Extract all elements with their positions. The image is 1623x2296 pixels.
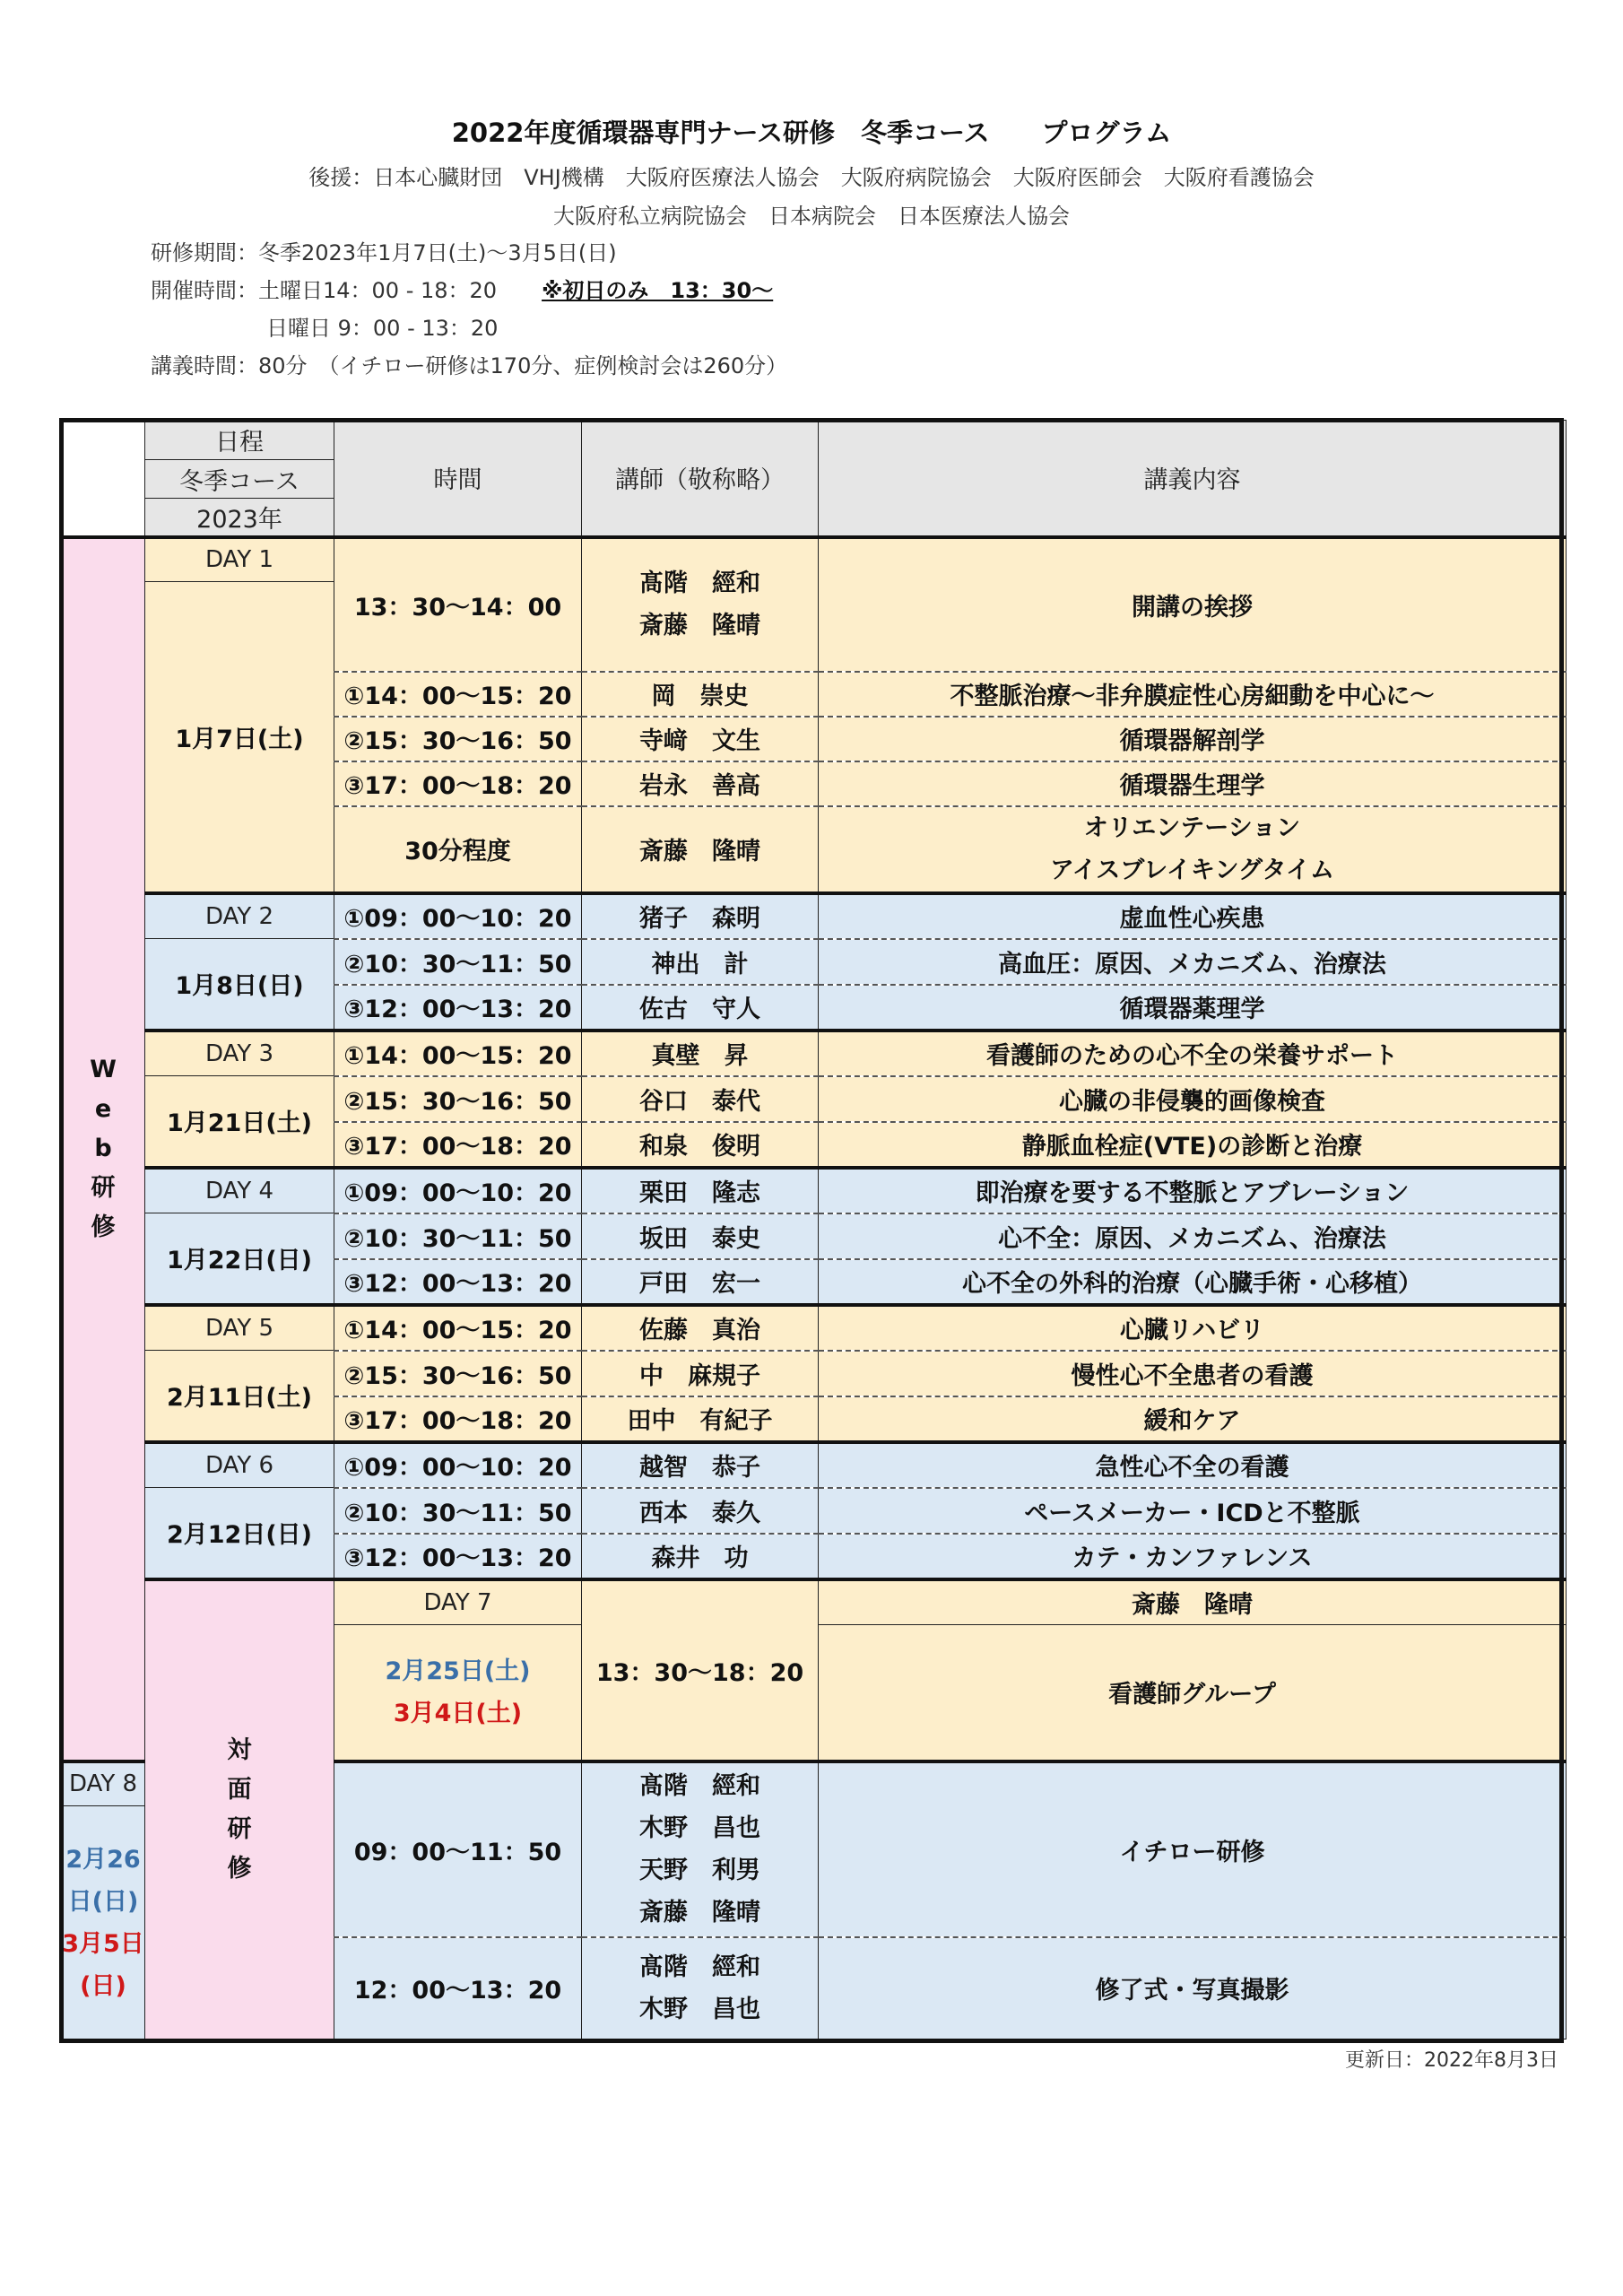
lecturer-cell: 佐藤 真治	[582, 1305, 819, 1351]
header-course: 冬季コース	[145, 460, 334, 499]
content-cell: 心臓の非侵襲的画像検査	[819, 1076, 1567, 1122]
content-cell: 緩和ケア	[819, 1396, 1567, 1442]
day-label: DAY 6	[145, 1442, 334, 1488]
lecturer-cell: 寺﨑 文生	[582, 717, 819, 761]
lecturer-cell: 斎藤 隆晴	[582, 806, 819, 893]
content-cell: 循環器解剖学	[819, 717, 1567, 761]
lecturer-cell: 岩永 善高	[582, 761, 819, 806]
time-cell: ③17：00～18：20	[334, 761, 582, 806]
lecturer-cell: 看護師グループ	[819, 1625, 1567, 1761]
lecturer-cell: 谷口 泰代	[582, 1076, 819, 1122]
hours-saturday-text: 開催時間：土曜日14：00 - 18：20	[151, 278, 498, 303]
content-cell: 循環器薬理学	[819, 985, 1567, 1031]
time-cell: 13：30～18：20	[582, 1579, 819, 1761]
content-cell: 静脈血栓症(VTE)の診断と治療	[819, 1122, 1567, 1168]
hours-sunday: 日曜日 9：00 - 13：20	[266, 316, 499, 341]
time-cell: ②10：30～11：50	[334, 939, 582, 985]
day-label: DAY 7	[334, 1579, 582, 1625]
time-cell: ①14：00～15：20	[334, 1305, 582, 1351]
program-table	[61, 420, 1567, 2039]
lecturer-cell: 岡 崇史	[582, 672, 819, 717]
updated-date: 更新日：2022年8月3日	[1345, 2049, 1558, 2072]
hours-saturday	[151, 273, 773, 304]
time-cell: 12：00～13：20	[334, 1937, 582, 2039]
content-cell: 循環器生理学	[819, 761, 1567, 806]
content-cell: イチロー研修	[819, 1761, 1567, 1937]
header-content: 講義内容	[819, 421, 1567, 537]
content-cell: 修了式・写真撮影	[819, 1937, 1567, 2039]
day-label: DAY 1	[145, 537, 334, 582]
content-cell: 急性心不全の看護	[819, 1442, 1567, 1488]
header-time: 時間	[334, 421, 582, 537]
time-cell: ③17：00～18：20	[334, 1122, 582, 1168]
day-label: DAY 2	[145, 893, 334, 939]
time-cell: ②15：30～16：50	[334, 1351, 582, 1396]
training-period: 研修期間：冬季2023年1月7日(土)～3月5日(日)	[151, 240, 617, 265]
content-cell: ペースメーカー・ICDと不整脈	[819, 1488, 1567, 1534]
content-cell: 高血圧：原因、メカニズム、治療法	[819, 939, 1567, 985]
day-date: 1月21日(土)	[145, 1076, 334, 1168]
day-date: 2月26日(日) 3月5日(日)	[62, 1806, 145, 2039]
day-date: 2月25日(土) 3月4日(土)	[334, 1625, 582, 1761]
time-cell: ②15：30～16：50	[334, 1076, 582, 1122]
lecturer-cell: 栗田 隆志	[582, 1168, 819, 1213]
section-web: W e b 研 修	[62, 537, 145, 1761]
day-date: 1月7日(土)	[145, 582, 334, 893]
lecture-time: 講義時間：80分 （イチロー研修は170分、症例検討会は260分）	[151, 353, 788, 378]
content-cell: 慢性心不全患者の看護	[819, 1351, 1567, 1396]
time-cell: 30分程度	[334, 806, 582, 893]
day-label: DAY 3	[145, 1031, 334, 1076]
lecturer-cell: 森井 功	[582, 1534, 819, 1579]
lecturer-cell: 戸田 宏一	[582, 1259, 819, 1305]
lecturer-cell: 和泉 俊明	[582, 1122, 819, 1168]
lecturer-cell: 猪子 森明	[582, 893, 819, 939]
lecturer-cell: 髙階 經和 木野 昌也 天野 利男 斎藤 隆晴	[582, 1761, 819, 1937]
lecturer-cell: 中 麻規子	[582, 1351, 819, 1396]
page-title: 2022年度循環器専門ナース研修 冬季コース プログラム	[451, 117, 1172, 148]
lecturer-cell: 斎藤 隆晴	[819, 1579, 1567, 1625]
time-cell: ①09：00～10：20	[334, 1168, 582, 1213]
time-cell: 09：00～11：50	[334, 1761, 582, 1937]
time-cell: ②10：30～11：50	[334, 1488, 582, 1534]
time-cell: ①14：00～15：20	[334, 672, 582, 717]
time-cell: ③12：00～13：20	[334, 985, 582, 1031]
lecturer-cell: 佐古 守人	[582, 985, 819, 1031]
lecturer-cell: 髙階 經和 斎藤 隆晴	[582, 537, 819, 672]
time-cell: ①09：00～10：20	[334, 1442, 582, 1488]
day-label: DAY 5	[145, 1305, 334, 1351]
day-date: 2月12日(日)	[145, 1488, 334, 1579]
header-date: 日程	[145, 421, 334, 460]
content-cell: 心臓リハビリ	[819, 1305, 1567, 1351]
time-cell: ①14：00～15：20	[334, 1031, 582, 1076]
content-cell: 看護師のための心不全の栄養サポート	[819, 1031, 1567, 1076]
day-date: 1月22日(日)	[145, 1213, 334, 1305]
lecturer-cell: 真壁 昇	[582, 1031, 819, 1076]
content-cell: 心不全：原因、メカニズム、治療法	[819, 1213, 1567, 1259]
lecturer-cell: 髙階 經和 木野 昌也	[582, 1937, 819, 2039]
first-day-note: ※初日のみ 13：30～	[542, 278, 774, 303]
time-cell: 13：30～14：00	[334, 537, 582, 672]
day-date: 1月8日(日)	[145, 939, 334, 1031]
time-cell: ③12：00～13：20	[334, 1534, 582, 1579]
lecturer-cell: 越智 恭子	[582, 1442, 819, 1488]
time-cell: ②10：30～11：50	[334, 1213, 582, 1259]
content-cell: 不整脈治療～非弁膜症性心房細動を中心に～	[819, 672, 1567, 717]
content-cell: 心不全の外科的治療（心臓手術・心移植）	[819, 1259, 1567, 1305]
day-label: DAY 4	[145, 1168, 334, 1213]
content-cell: オリエンテーション アイスブレイキングタイム	[819, 806, 1567, 893]
sponsors-line-2: 大阪府私立病院協会 日本病院会 日本医療法人協会	[553, 204, 1070, 229]
lecturer-cell: 神出 計	[582, 939, 819, 985]
section-face-to-face: 対 面 研 修	[145, 1579, 334, 2039]
lecturer-cell: 坂田 泰史	[582, 1213, 819, 1259]
content-cell: カテ・カンファレンス	[819, 1534, 1567, 1579]
header-corner	[62, 421, 145, 537]
day-label: DAY 8	[62, 1761, 145, 1806]
day-date: 2月11日(土)	[145, 1351, 334, 1442]
content-cell: 開講の挨拶	[819, 537, 1567, 672]
header-year: 2023年	[145, 499, 334, 537]
time-cell: ①09：00～10：20	[334, 893, 582, 939]
time-cell: ③12：00～13：20	[334, 1259, 582, 1305]
content-cell: 虚血性心疾患	[819, 893, 1567, 939]
sponsors-line-1: 後援：日本心臓財団 VHJ機構 大阪府医療法人協会 大阪府病院協会 大阪府医師会 大阪府看護協会	[308, 165, 1315, 190]
lecturer-cell: 西本 泰久	[582, 1488, 819, 1534]
time-cell: ②15：30～16：50	[334, 717, 582, 761]
lecturer-cell: 田中 有紀子	[582, 1396, 819, 1442]
content-cell: 即治療を要する不整脈とアブレーション	[819, 1168, 1567, 1213]
time-cell: ③17：00～18：20	[334, 1396, 582, 1442]
header-lecturer: 講師（敬称略）	[582, 421, 819, 537]
